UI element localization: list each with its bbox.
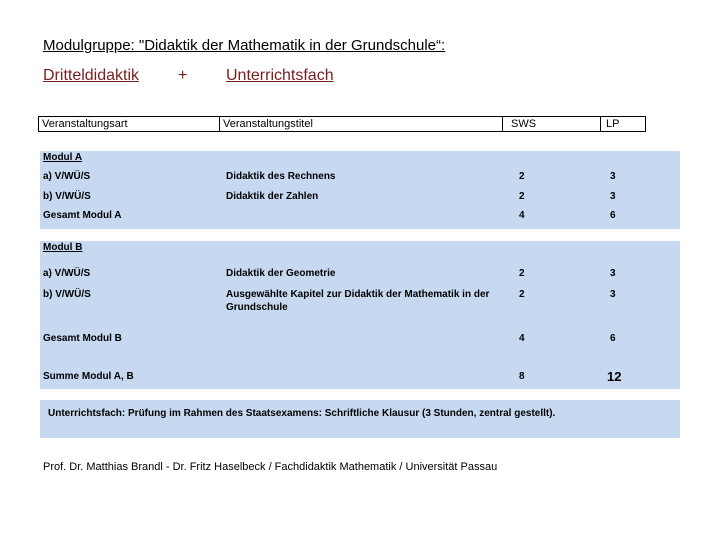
total-sws: 4 [519, 333, 525, 344]
subtitle-dritteldidaktik: Dritteldidaktik [43, 67, 140, 84]
exam-note: Unterrichtsfach: Prüfung im Rahmen des Staatsexamens: Schriftliche Klausur (3 Stunden, zentral gestellt). [48, 408, 556, 419]
modul-a-label: Modul A [43, 152, 83, 163]
summe-label: Summe Modul A, B [43, 371, 134, 382]
total-label: Gesamt Modul A [43, 210, 122, 221]
subtitle-plus: + [178, 67, 188, 84]
total-label: Gesamt Modul B [43, 333, 122, 344]
row-sws: 2 [519, 289, 525, 300]
row-titel: Didaktik der Zahlen [226, 191, 319, 202]
row-lp: 3 [610, 171, 616, 182]
modul-b-panel [40, 241, 680, 389]
row-lp: 3 [610, 191, 616, 202]
page-title: Modulgruppe: "Didaktik der Mathematik in der Grundschule“: [43, 37, 446, 54]
row-art: b) V/WÜ/S [43, 191, 91, 202]
summe-sws: 8 [519, 371, 525, 382]
header-veranstaltungsart: Veranstaltungsart [42, 118, 128, 130]
row-titel: Didaktik der Geometrie [226, 268, 336, 279]
row-art: b) V/WÜ/S [43, 289, 91, 300]
modul-b-label: Modul B [43, 242, 83, 253]
table-header [38, 116, 646, 132]
row-sws: 2 [519, 171, 525, 182]
row-lp: 3 [610, 268, 616, 279]
header-veranstaltungstitel: Veranstaltungstitel [219, 117, 502, 131]
header-sws: SWS [502, 117, 600, 131]
row-art: a) V/WÜ/S [43, 268, 91, 279]
subtitle-unterrichtsfach: Unterrichtsfach [226, 67, 334, 84]
header-lp: LP [600, 117, 645, 131]
footer-credits: Prof. Dr. Matthias Brandl - Dr. Fritz Haselbeck / Fachdidaktik Mathematik / Universität Passau [43, 461, 498, 473]
modul-a-panel [40, 151, 680, 229]
summe-lp: 12 [607, 369, 622, 384]
row-sws: 2 [519, 268, 525, 279]
row-sws: 2 [519, 191, 525, 202]
row-titel: Ausgewählte Kapitel zur Didaktik der Mathematik in der Grundschule [226, 289, 490, 313]
row-art: a) V/WÜ/S [43, 171, 91, 182]
total-sws: 4 [519, 210, 525, 221]
row-titel: Didaktik des Rechnens [226, 171, 336, 182]
row-lp: 3 [610, 289, 616, 300]
exam-note-box [40, 400, 680, 438]
total-lp: 6 [610, 333, 616, 344]
total-lp: 6 [610, 210, 616, 221]
